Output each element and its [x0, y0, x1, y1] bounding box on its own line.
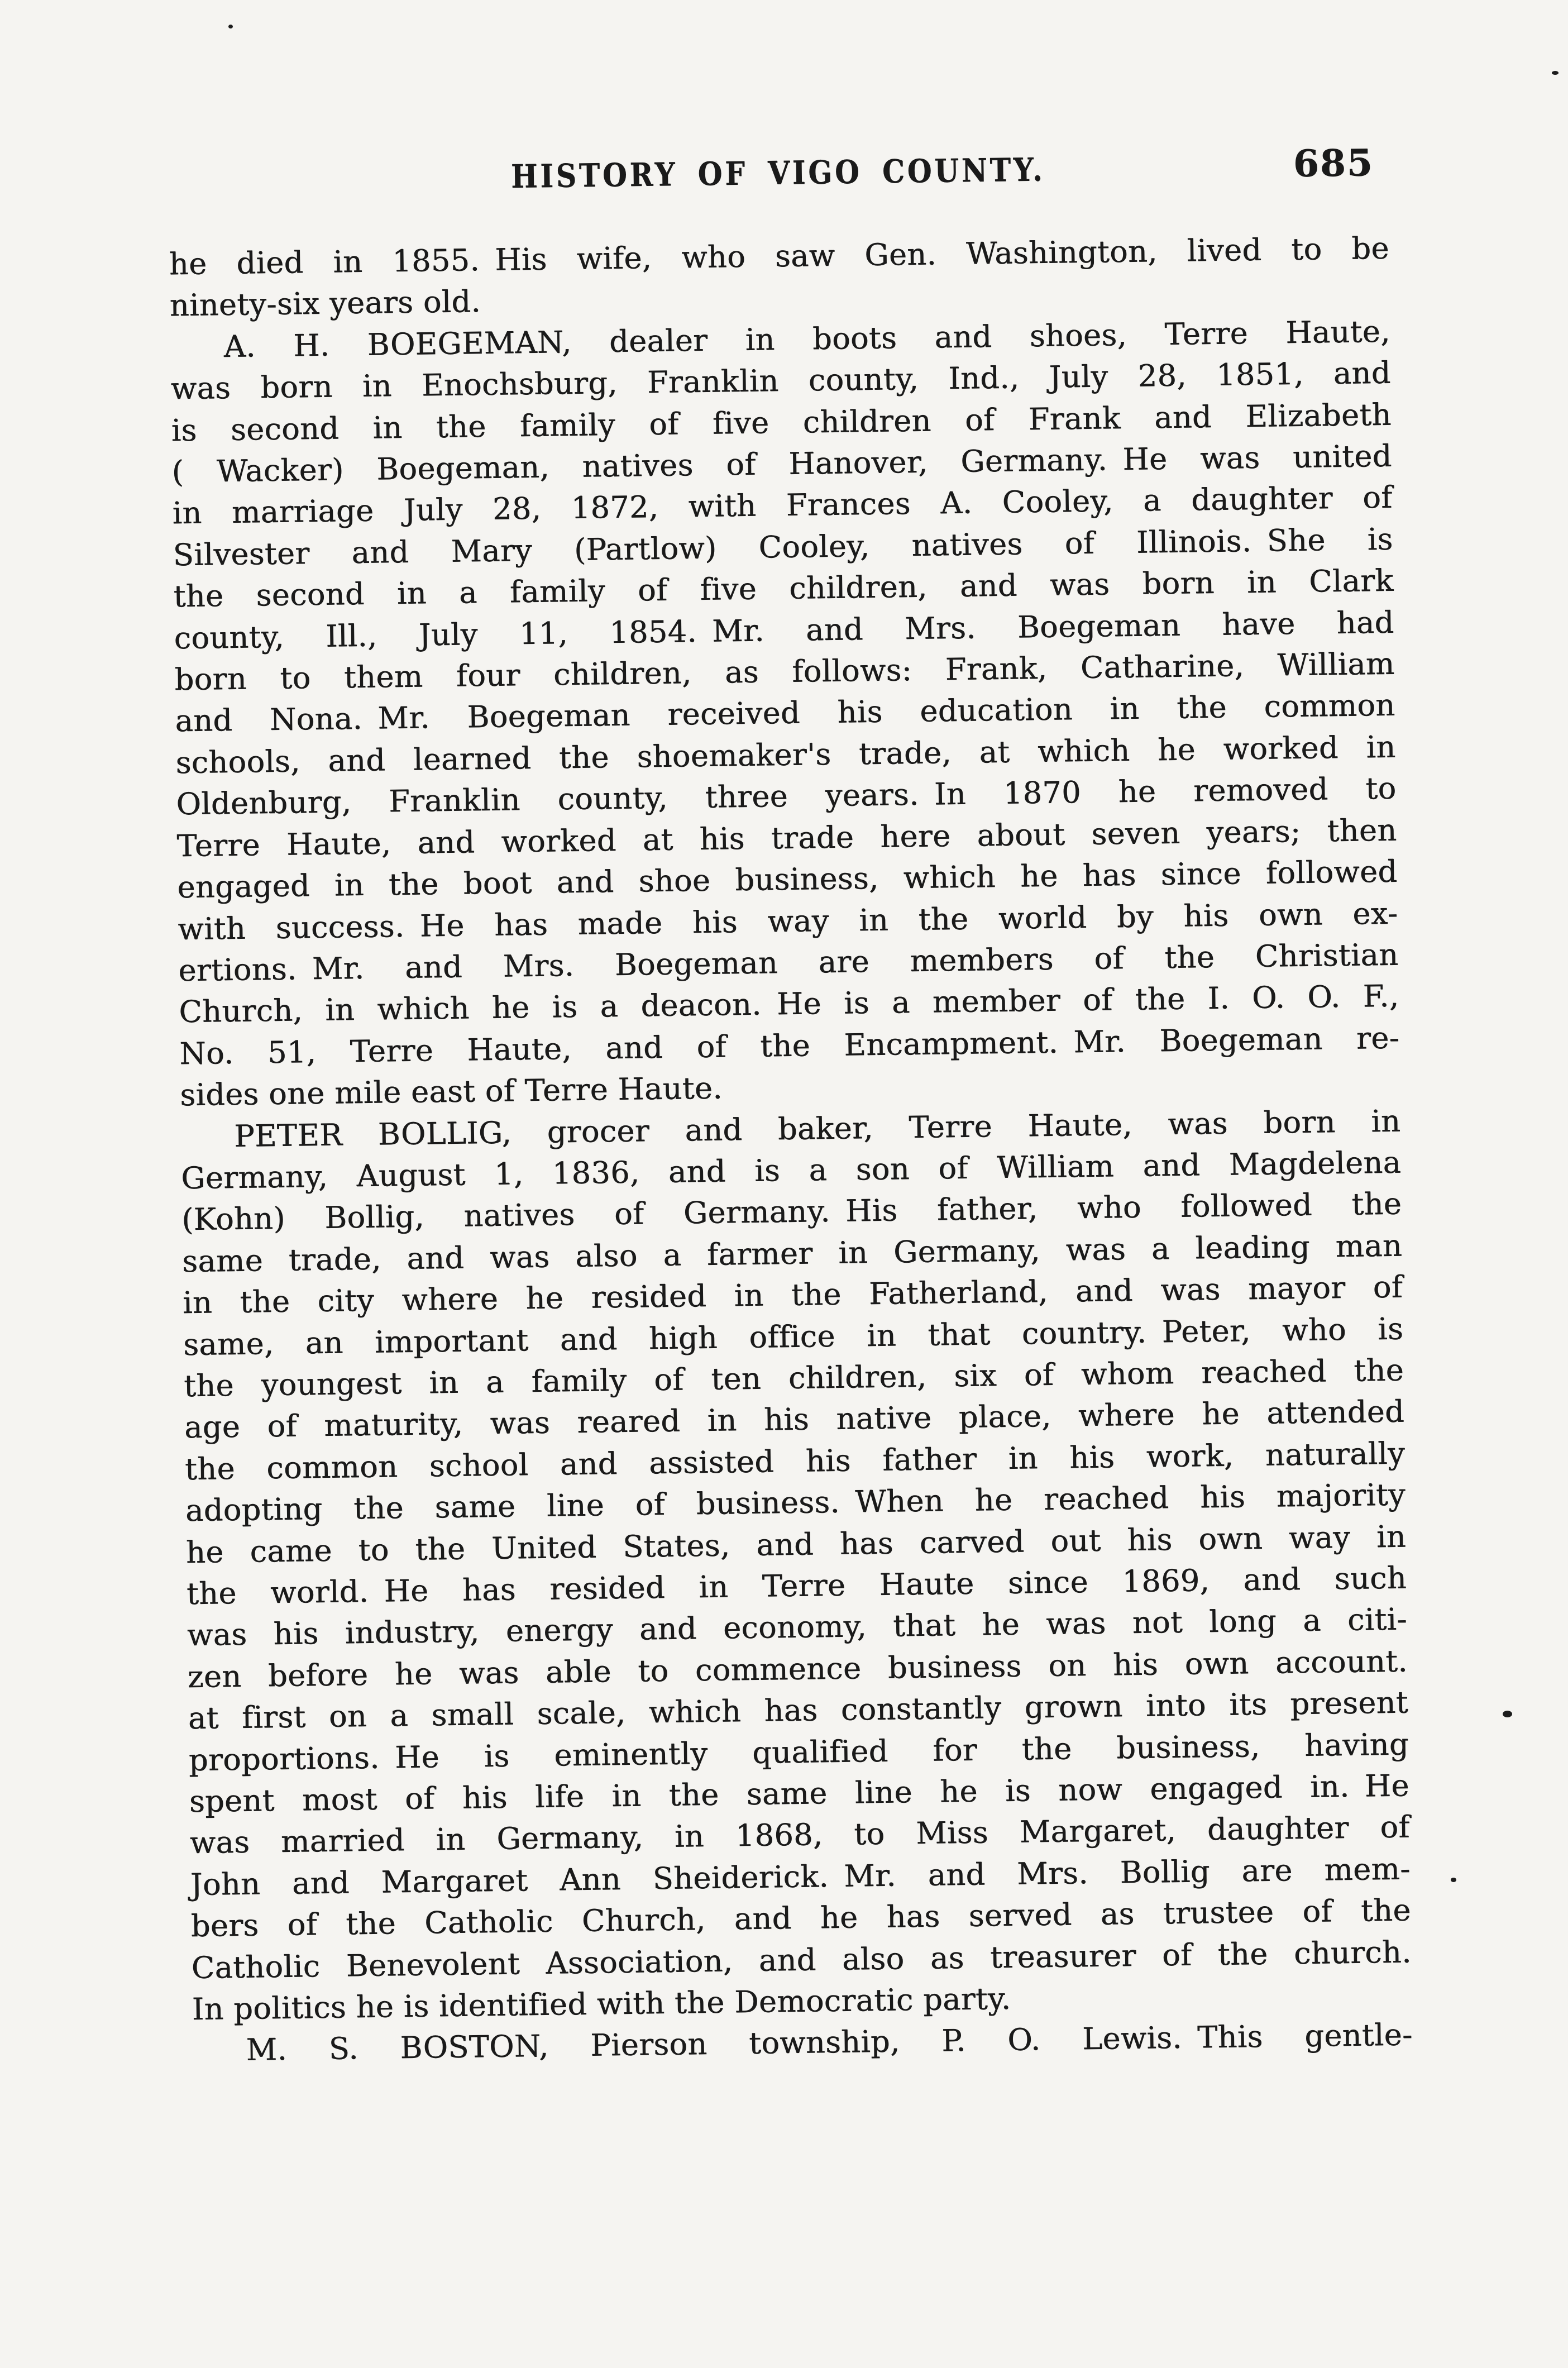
text-line: sides one mile east of Terre Haute. [179, 1070, 723, 1113]
text-line: he died in 1855. His wife, who saw Gen. Washington, lived to be [169, 230, 1390, 282]
page-number: 685 [1293, 141, 1374, 185]
text-line: born to them four children, as follows: Frank, Catharine, William [174, 646, 1395, 698]
paragraph [170, 311, 1400, 1116]
scan-speck [1503, 1711, 1512, 1717]
text-line: with success. He has made his way in the world by his own ex- [177, 895, 1398, 947]
text-line: same trade, and was also a farmer in Germany, was a leading man [181, 1228, 1403, 1279]
text-line: Catholic Benevolent Association, and also as treasurer of the church. [191, 1934, 1412, 1985]
text-line: Terre Haute, and worked at his trade here about seven years; then [176, 812, 1397, 863]
paragraph [169, 228, 1390, 327]
page-content [168, 132, 1413, 2072]
text-line: (Kohn) Bollig, natives of Germany. His father, who followed the [181, 1186, 1402, 1238]
text-line: Church, in which he is a deacon. He is a member of the I. O. O. F., [178, 978, 1399, 1030]
scan-speck [228, 25, 233, 28]
text-line: Oldenburg, Franklin county, three years. In 1870 he removed to [176, 770, 1397, 822]
text-line: was his industry, energy and economy, that he was not long a citi- [187, 1601, 1408, 1653]
text-line: he came to the United States, and has carved out his own way in [185, 1519, 1407, 1570]
text-line: was born in Enochsburg, Franklin county, Ind., July 28, 1851, and [170, 355, 1391, 407]
running-title: HISTORY OF VIGO COUNTY. [510, 150, 1045, 195]
text-line: county, Ill., July 11, 1854. Mr. and Mrs. Boegeman have had [174, 604, 1394, 656]
text-line: No. 51, Terre Haute, and of the Encampment. Mr. Boegeman re- [179, 1020, 1400, 1071]
page-header [168, 141, 1388, 218]
page-body [169, 228, 1413, 2072]
text-line: the common school and assisted his father in his work, naturally [184, 1435, 1406, 1487]
text-line: In politics he is identified with the Democratic party. [192, 1980, 1011, 2027]
text-line: spent most of his life in the same line he is now engaged in. He [189, 1768, 1410, 1820]
text-line: age of maturity, was reared in his native place, where he attended [184, 1393, 1405, 1445]
text-line: in the city where he resided in the Fatherland, and was mayor of [182, 1269, 1403, 1321]
text-line: John and Margaret Ann Sheiderick. Mr. and Mrs. Bollig are mem- [190, 1851, 1411, 1902]
text-line: PETER BOLLIG, grocer and baker, Terre Haute, was born in [233, 1103, 1401, 1154]
text-line: adopting the same line of business. When he reached his majority [185, 1477, 1406, 1529]
text-line: zen before he was able to commence business on his own account. [187, 1643, 1408, 1694]
text-line: M. S. BOSTON, Pierson township, P. O. Lewis. This gentle- [246, 2017, 1413, 2068]
text-line: in marriage July 28, 1872, with Frances A. Cooley, a daughter of [172, 480, 1393, 531]
text-line: same, an important and high office in that country. Peter, who is [183, 1311, 1404, 1362]
text-line: ertions. Mr. and Mrs. Boegeman are members of the Christian [178, 937, 1399, 989]
text-line: is second in the family of five children of Frank and Elizabeth [171, 397, 1392, 448]
text-line: schools, and learned the shoemaker's trade, at which he worked in [175, 729, 1396, 781]
text-line: at first on a small scale, which has constantly grown into its present [188, 1684, 1409, 1736]
text-line: A. H. BOEGEMAN, dealer in boots and shoes, Terre Haute, [223, 313, 1390, 364]
text-line: the youngest in a family of ten children, six of whom reached the [183, 1352, 1404, 1404]
scan-speck [1451, 1878, 1456, 1882]
text-line: proportions. He is eminently qualified for the business, having [188, 1726, 1409, 1778]
text-line: the world. He has resided in Terre Haute since 1869, and such [186, 1560, 1407, 1612]
text-line: ninety-six years old. [169, 284, 481, 323]
text-line: the second in a family of five children, and was born in Clark [173, 562, 1394, 614]
text-line: Silvester and Mary (Partlow) Cooley, natives of Illinois. She is [173, 521, 1393, 573]
text-line: Germany, August 1, 1836, and is a son of William and Magdelena [180, 1144, 1402, 1196]
text-line: engaged in the boot and shoe business, which he has since followed [177, 853, 1398, 905]
text-line: ( Wacker) Boegeman, natives of Hanover, Germany. He was united [171, 438, 1392, 490]
scan-speck [1552, 71, 1559, 75]
text-line: was married in Germany, in 1868, to Miss Margaret, daughter of [189, 1809, 1411, 1861]
paragraph [180, 1100, 1412, 2030]
text-line: bers of the Catholic Church, and he has served as trustee of the [190, 1892, 1412, 1944]
text-line: and Nona. Mr. Boegeman received his education in the common [175, 688, 1395, 739]
